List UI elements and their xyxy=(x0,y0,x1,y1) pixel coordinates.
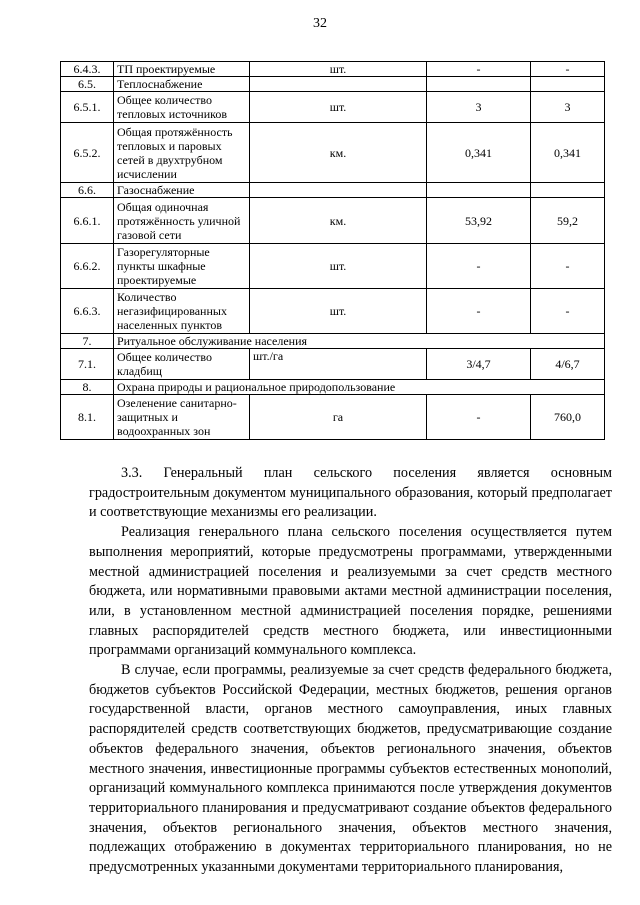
row-unit: км. xyxy=(250,123,427,183)
row-unit: шт. xyxy=(250,62,427,77)
table-row xyxy=(61,77,605,92)
paragraph: Реализация генерального плана сельского поселения осуществляется путем выполнения мероприятий, которые предусмотрены программами, утвержденными местной администрацией поселения и реализуемыми за счет средств местного бюджета, или нормативными правовыми актами местной администрации поселения, или, в установленном местной администрацией поселения порядке, решениями главных распорядителей средств местного бюджета, или инвестиционными программами организаций коммунального комплекса. xyxy=(89,524,612,659)
row-value-current: - xyxy=(427,244,531,289)
table-row xyxy=(61,198,605,244)
row-unit: шт. xyxy=(250,244,427,289)
row-name: Ритуальное обслуживание населения xyxy=(114,334,605,349)
row-value-current: 0,341 xyxy=(427,123,531,183)
row-unit: га xyxy=(250,395,427,440)
table-row xyxy=(61,395,605,440)
row-name: Общая протяжённость тепловых и паровых сетей в двухтрубном исчислении xyxy=(114,123,250,183)
row-number: 6.5.1. xyxy=(61,92,114,123)
row-number: 6.4.3. xyxy=(61,62,114,77)
row-value-target: - xyxy=(531,244,605,289)
row-value-target: 4/6,7 xyxy=(531,349,605,380)
row-unit: км. xyxy=(250,198,427,244)
table-row xyxy=(61,123,605,183)
row-number: 6.5. xyxy=(61,77,114,92)
paragraph: В случае, если программы, реализуемые за счет средств федерального бюджета, бюджетов субъектов Российской Федерации, местных бюджетов, решения органов государственной власти, органов местного самоуправления, иных главных распорядителей средств соответствующих бюджетов, предусматривающие создание объектов федерального значения, объектов регионального значения, объектов местного значения, инвестиционные программы субъектов естественных монополий, организаций коммунального комплекса принимаются после утверждения документов территориального планирования и предусматривают создание объектов федерального значения, объектов регионального значения, объектов местного значения, подлежащих отображению в документах территориального планирования, но не предусмотренных указанными документами территориального планирования, xyxy=(89,662,612,876)
row-name: Общая одиночная протяжённость уличной газовой сети xyxy=(114,198,250,244)
row-number: 8. xyxy=(61,380,114,395)
row-name: ТП проектируемые xyxy=(114,62,250,77)
row-value-current: 3/4,7 xyxy=(427,349,531,380)
row-value-current: 3 xyxy=(427,92,531,123)
row-value-current: 53,92 xyxy=(427,198,531,244)
table-row xyxy=(61,380,605,395)
row-unit: шт. xyxy=(250,289,427,334)
row-value-target: - xyxy=(531,62,605,77)
row-number: 6.6. xyxy=(61,183,114,198)
paragraph: 3.3. Генеральный план сельского поселения является основным градостроительным документом муниципального образования, который предполагает и соответствующие механизмы его реализации. xyxy=(89,465,612,521)
row-name: Охрана природы и рациональное природопользование xyxy=(114,380,605,395)
table-row xyxy=(61,92,605,123)
row-name: Количество негазифицированных населенных пунктов xyxy=(114,289,250,334)
row-name: Общее количество кладбищ xyxy=(114,349,250,380)
row-value-current: - xyxy=(427,289,531,334)
row-number: 6.5.2. xyxy=(61,123,114,183)
row-name: Озеленение санитарно-защитных и водоохранных зон xyxy=(114,395,250,440)
row-number: 6.6.2. xyxy=(61,244,114,289)
row-name: Газорегуляторные пункты шкафные проектируемые xyxy=(114,244,250,289)
row-value-target: 3 xyxy=(531,92,605,123)
row-number: 6.6.3. xyxy=(61,289,114,334)
table-row xyxy=(61,183,605,198)
row-name: Общее количество тепловых источников xyxy=(114,92,250,123)
row-number: 7.1. xyxy=(61,349,114,380)
row-value-target: 760,0 xyxy=(531,395,605,440)
indicators-table xyxy=(60,61,605,440)
table-row xyxy=(61,244,605,289)
table-row xyxy=(61,289,605,334)
row-number: 7. xyxy=(61,334,114,349)
row-number: 8.1. xyxy=(61,395,114,440)
row-value-target: 59,2 xyxy=(531,198,605,244)
table-row xyxy=(61,334,605,349)
row-name: Газоснабжение xyxy=(114,183,250,198)
table-row xyxy=(61,62,605,77)
row-name: Теплоснабжение xyxy=(114,77,250,92)
row-value-target: 0,341 xyxy=(531,123,605,183)
row-value-target: - xyxy=(531,289,605,334)
row-value-current: - xyxy=(427,62,531,77)
row-unit: шт./га xyxy=(250,349,427,380)
page-number: 32 xyxy=(313,16,327,31)
row-value-current: - xyxy=(427,395,531,440)
row-unit: шт. xyxy=(250,92,427,123)
table-row xyxy=(61,349,605,380)
row-number: 6.6.1. xyxy=(61,198,114,244)
body-text xyxy=(89,464,612,878)
